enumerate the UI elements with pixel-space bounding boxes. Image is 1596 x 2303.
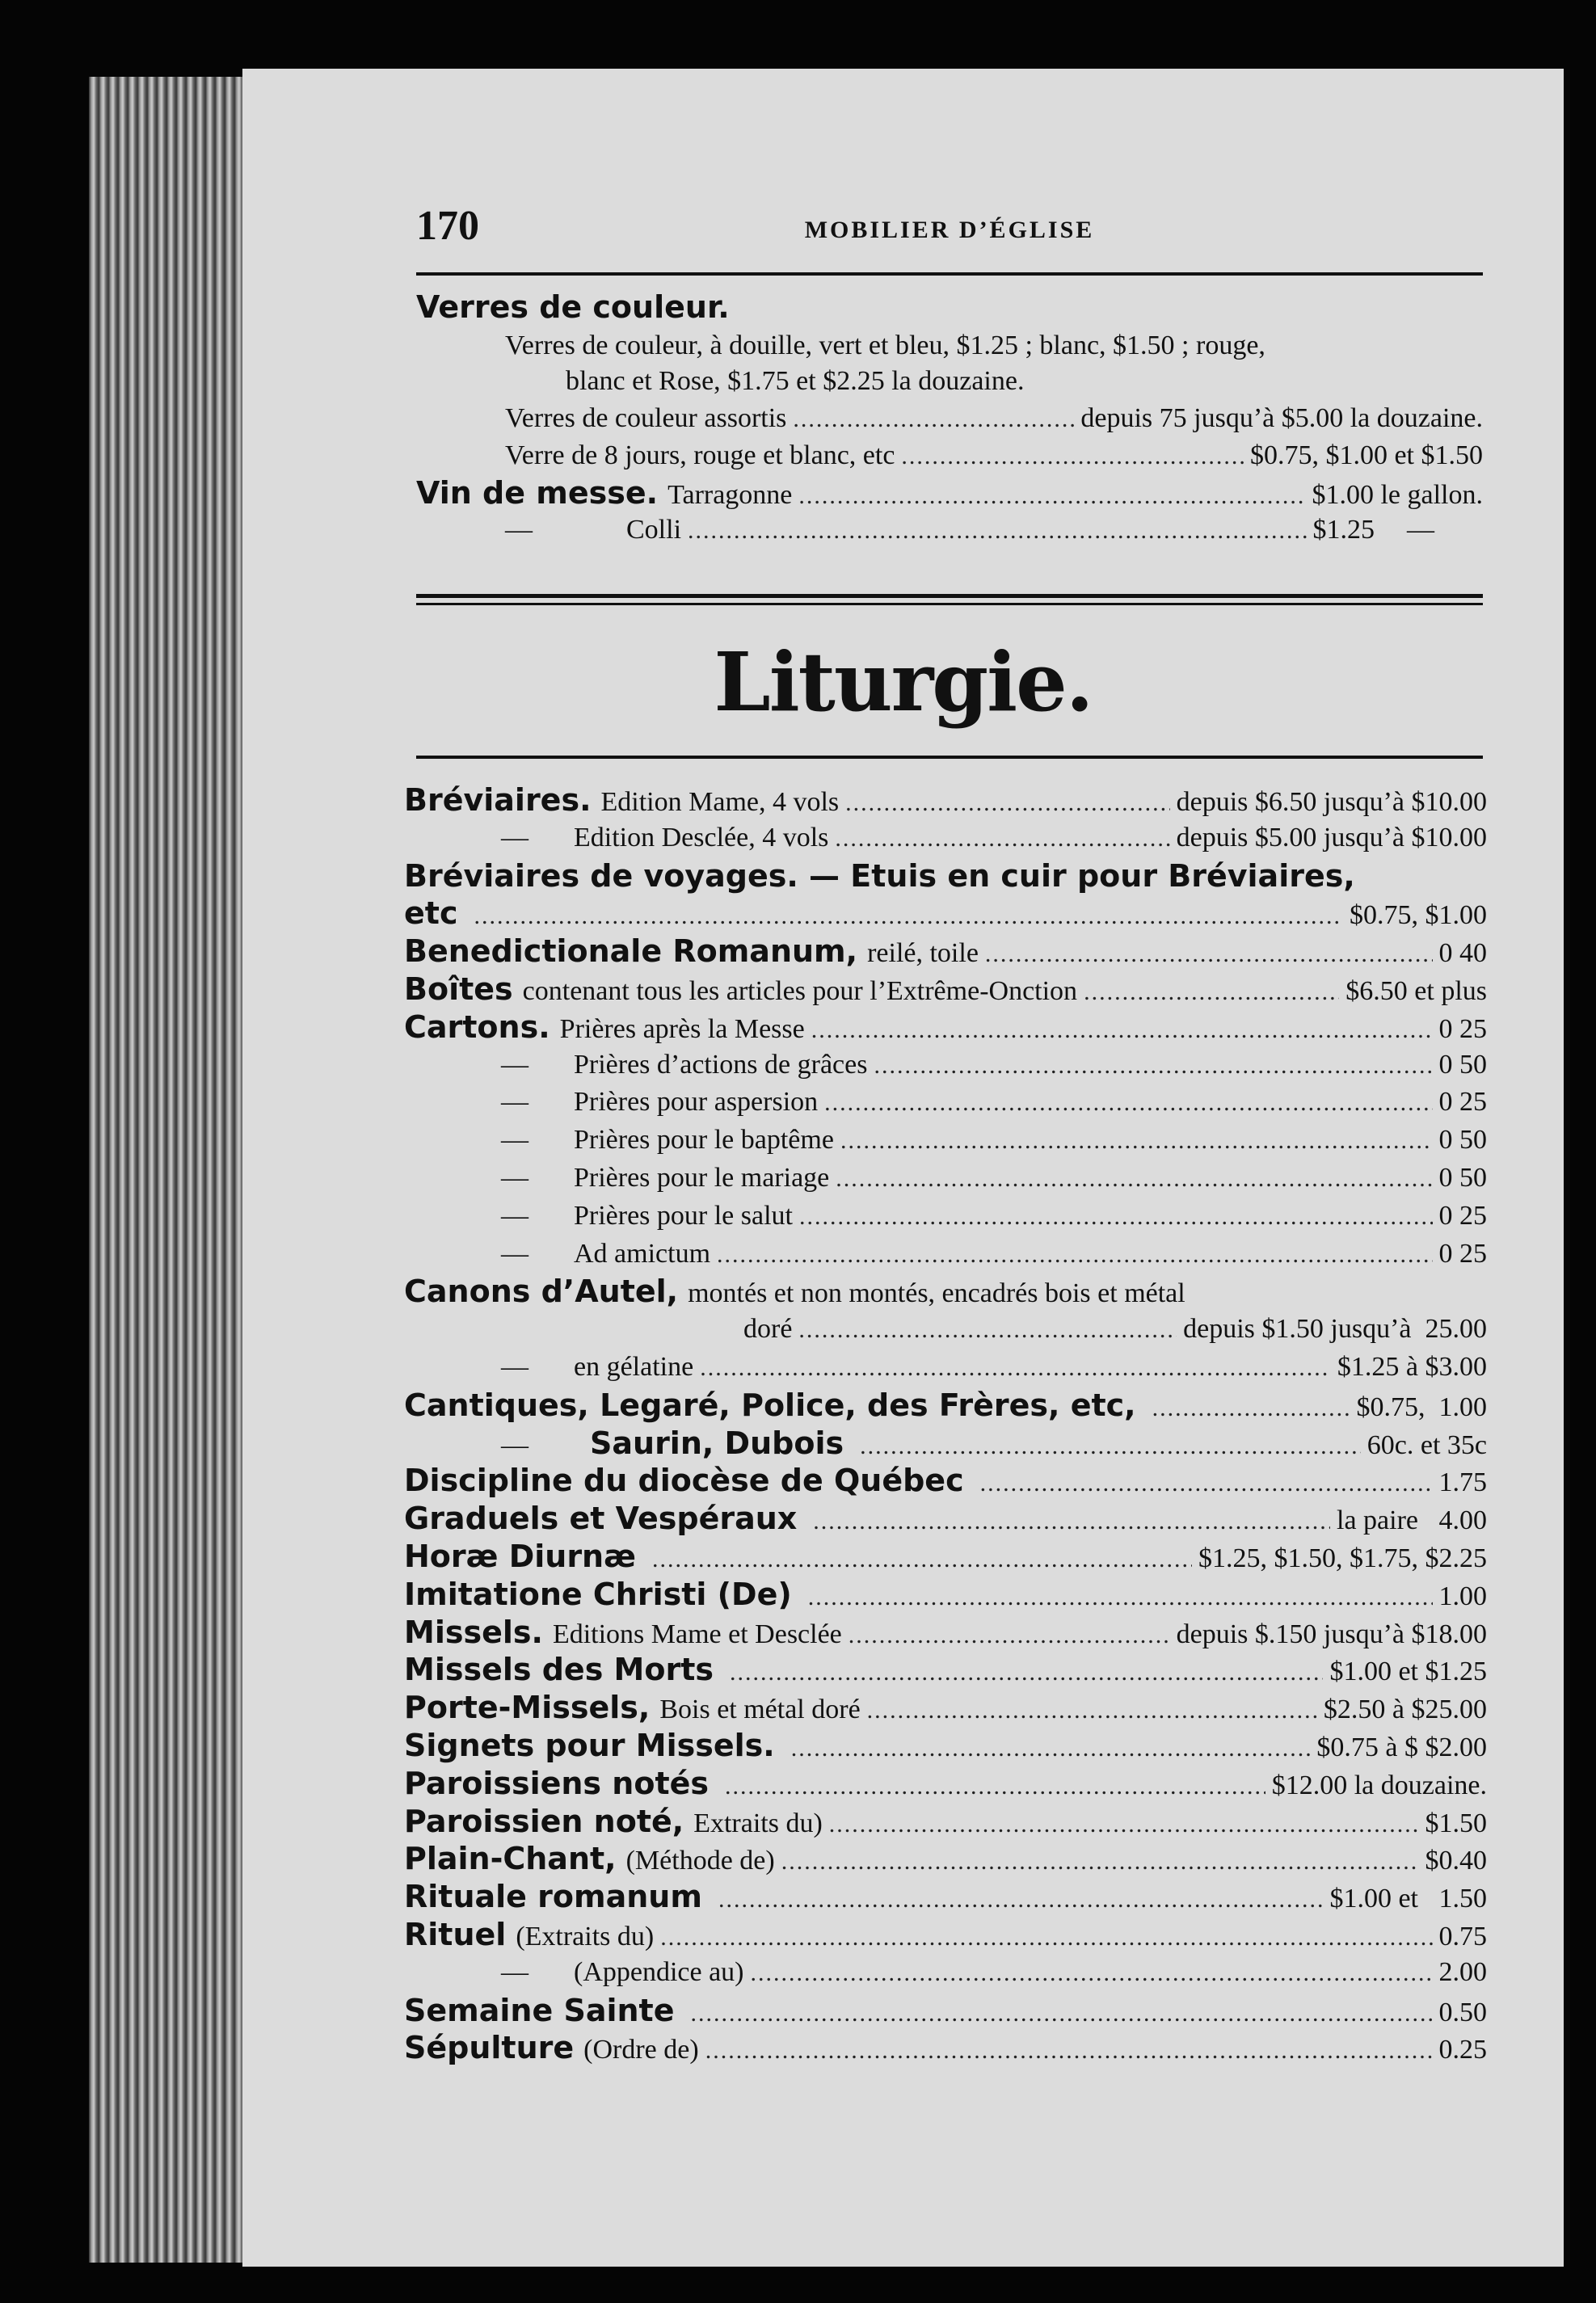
entry-heading: Plain-Chant, (404, 1841, 617, 1877)
list-item (404, 784, 1487, 821)
entry-text: Edition Desclée, 4 vols (574, 822, 829, 853)
entry-price: $1.50 (1425, 1808, 1487, 1838)
verres-line-4-text: Verre de 8 jours, rouge et blanc, etc (505, 440, 895, 470)
entry-price: 0 50 (1438, 1125, 1487, 1156)
entry-heading: Bréviaires de voyages. — Etuis en cuir pour Bréviaires, (404, 857, 1355, 894)
verres-line-4-price: $0.75, $1.00 et $1.50 (1249, 440, 1483, 470)
verres-line-3-price: depuis 75 jusqu’à $5.00 la douzaine. (1080, 403, 1483, 433)
list-item (404, 1994, 1487, 2031)
entry-price: 0 40 (1438, 938, 1487, 969)
leader-dots (691, 1998, 1433, 2030)
list-item (501, 1956, 1487, 1994)
list-item (404, 1805, 1487, 1842)
list-item (404, 935, 1487, 972)
entry-price: $0.75 à $ $2.00 (1316, 1733, 1487, 1762)
leader-dots (849, 1619, 1170, 1652)
list-item (404, 1578, 1487, 1615)
entry-price: depuis $5.00 jusqu’à $10.00 (1176, 822, 1487, 853)
entry-heading: Porte-Missels, (404, 1690, 651, 1726)
list-item (501, 1351, 1487, 1388)
entry-text: Extraits du) (693, 1808, 823, 1838)
leader-dots (652, 1543, 1192, 1576)
vin-heading: Vin de messe. (416, 475, 659, 511)
entry-price: 0.25 (1438, 2035, 1487, 2065)
list-item (404, 1616, 1487, 1653)
title-rule (416, 756, 1483, 759)
entry-text: Prières d’actions de grâces (574, 1049, 868, 1080)
entry-heading: Paroissien noté, (404, 1803, 684, 1839)
entry-price: depuis $6.50 jusqu’à $10.00 (1176, 787, 1487, 817)
entry-heading: Saurin, Dubois (590, 1425, 844, 1461)
list-item (404, 1464, 1487, 1501)
ditto-dash: — (501, 1429, 528, 1460)
entry-price: $1.00 et 1.50 (1329, 1884, 1487, 1914)
leader-dots (867, 1695, 1317, 1727)
leader-dots (793, 403, 1074, 436)
entry-text: Prières pour le baptême (574, 1125, 834, 1156)
entry-heading: Paroissiens notés (404, 1765, 709, 1801)
ditto-dash: — (501, 1352, 528, 1382)
verres-line-1: Verres de couleur, à douille, vert et bleu, $1.25 ; blanc, $1.50 ; rouge, (505, 331, 1265, 360)
vin-price-1: $1.00 le gallon. (1312, 480, 1483, 510)
entry-heading: Sépulture (404, 2030, 575, 2066)
section-title: Liturgie. (714, 634, 1093, 730)
leader-dots (688, 515, 1306, 547)
entry-heading: Benedictionale Romanum, (404, 933, 858, 970)
entry-heading: Rituel (404, 1917, 507, 1952)
entry-heading: Missels. (404, 1614, 543, 1650)
entry-text: Edition Mame, 4 vols (600, 787, 840, 817)
entry-price: 0 25 (1438, 1013, 1487, 1044)
entry-text: Prières pour aspersion (574, 1087, 819, 1118)
list-item (404, 1653, 1487, 1690)
list-item (404, 1842, 1487, 1880)
entry-price: $0.40 (1425, 1846, 1487, 1876)
ditto-dash: — (501, 1125, 528, 1156)
entry-text: (Appendice au) (574, 1956, 744, 1987)
leader-dots (799, 1201, 1433, 1233)
ditto-dash: — (505, 515, 533, 545)
entry-price: 2.00 (1438, 1956, 1487, 1987)
vin-item-2: Colli (626, 515, 682, 545)
entry-text: Prières pour le mariage (574, 1163, 830, 1193)
entry-price: $0.75, $1.00 (1350, 900, 1487, 931)
leader-dots (829, 1808, 1419, 1841)
vin-price-2: $1.25 (1312, 515, 1375, 545)
entry-text: Ad amictum (574, 1238, 711, 1269)
leader-dots (725, 1770, 1265, 1803)
entry-heading: Discipline du diocèse de Québec (404, 1463, 964, 1499)
book-page (242, 69, 1564, 2267)
liturgie-list (404, 784, 1487, 2230)
entry-text: doré (743, 1314, 793, 1345)
entry-price: 0 25 (1438, 1087, 1487, 1118)
entry-price: 0 50 (1438, 1049, 1487, 1080)
entry-heading: Horæ Diurnæ (404, 1539, 636, 1574)
entry-text: en gélatine (574, 1352, 694, 1382)
entry-price: 0.75 (1438, 1922, 1487, 1951)
list-item (404, 1918, 1487, 1956)
list-item (501, 1162, 1487, 1199)
list-item (404, 1880, 1487, 1918)
entry-heading: Graduels et Vespéraux (404, 1501, 798, 1537)
leader-dots (845, 787, 1169, 819)
list-item (404, 2031, 1487, 2069)
ditto-dash: — (501, 1087, 528, 1118)
header-rule (416, 272, 1483, 276)
list-item (501, 1049, 1487, 1086)
list-item (404, 1691, 1487, 1728)
entry-heading: Cartons. (404, 1008, 550, 1045)
entry-text: Prières après la Messe (559, 1013, 805, 1044)
section-double-rule (416, 594, 1483, 605)
leader-dots (836, 1163, 1432, 1195)
ditto-dash: — (501, 1956, 528, 1987)
entry-price: depuis $.150 jusqu’à $18.00 (1176, 1619, 1487, 1649)
vin-item-1: Tarragonne (667, 480, 793, 510)
entry-price: 0 25 (1438, 1238, 1487, 1269)
leader-dots (835, 823, 1169, 855)
leader-dots (717, 1239, 1432, 1271)
entry-price: 60c. et 35c (1366, 1429, 1487, 1460)
entry-heading: Canons d’Autel, (404, 1274, 679, 1310)
entry-heading: Missels des Morts (404, 1652, 714, 1688)
entry-price: 0.50 (1438, 1997, 1487, 2027)
leader-dots (840, 1125, 1433, 1157)
entry-heading: etc (404, 895, 458, 932)
entry-heading: Semaine Sainte (404, 1992, 675, 2028)
running-head: MOBILIER D’ÉGLISE (804, 217, 1095, 243)
list-item (501, 822, 1487, 859)
verres-line-2: blanc et Rose, $1.75 et $2.25 la douzaine. (566, 366, 1025, 396)
leader-dots (474, 900, 1343, 933)
entry-price: 1.75 (1438, 1467, 1487, 1498)
entry-text: (Méthode de) (625, 1846, 775, 1876)
list-item (404, 1767, 1487, 1804)
ditto-dash: — (1407, 515, 1434, 545)
entry-price: $2.50 à $25.00 (1323, 1695, 1487, 1725)
list-item (404, 1540, 1487, 1577)
leader-dots (791, 1733, 1311, 1765)
entry-text: Bois et métal doré (659, 1695, 861, 1725)
leader-dots (985, 938, 1433, 970)
list-item (501, 1200, 1487, 1237)
leader-dots (1084, 976, 1339, 1008)
ditto-dash: — (501, 1200, 528, 1231)
leader-dots (860, 1430, 1361, 1463)
list-item (743, 1313, 1487, 1350)
leader-dots (874, 1050, 1432, 1082)
entry-text: Prières pour le salut (574, 1200, 793, 1231)
entry-text: (Extraits du) (516, 1922, 655, 1951)
leader-dots (901, 440, 1244, 473)
page-header (416, 202, 1483, 251)
list-item (404, 973, 1487, 1010)
leader-dots (660, 1922, 1432, 1954)
entry-price: 0 25 (1438, 1200, 1487, 1231)
ditto-dash: — (501, 1163, 528, 1193)
leader-dots (705, 2035, 1433, 2067)
leader-dots (811, 1014, 1433, 1046)
ditto-dash: — (501, 822, 528, 853)
entry-heading: Signets pour Missels. (404, 1728, 775, 1763)
verres-section (416, 291, 1483, 630)
entry-price: $0.75, 1.00 (1356, 1391, 1487, 1422)
list-item (501, 1238, 1487, 1275)
leader-dots (798, 480, 1305, 512)
entry-text: Editions Mame et Desclée (552, 1619, 842, 1649)
entry-price: $1.25, $1.50, $1.75, $2.25 (1198, 1543, 1487, 1573)
entry-text: (Ordre de) (583, 2035, 699, 2065)
list-item (404, 1502, 1487, 1539)
list-item (404, 1729, 1487, 1766)
entry-heading: Boîtes (404, 971, 513, 1007)
leader-dots (808, 1581, 1433, 1614)
entry-price: $12.00 la douzaine. (1271, 1770, 1487, 1800)
entry-text: reilé, toile (867, 938, 979, 969)
list-item (404, 1008, 1487, 1048)
entry-price: 0 50 (1438, 1163, 1487, 1193)
leader-dots (730, 1657, 1323, 1689)
entry-price: $1.00 et $1.25 (1329, 1657, 1487, 1687)
entry-heading: Cantiques, Legaré, Police, des Frères, etc, (404, 1387, 1136, 1423)
leader-dots (751, 1957, 1433, 1989)
leader-dots (798, 1314, 1177, 1346)
page-edges (89, 77, 251, 2263)
list-item (404, 1389, 1487, 1426)
entry-price: $6.50 et plus (1345, 976, 1487, 1006)
leader-dots (700, 1352, 1331, 1384)
leader-dots (718, 1884, 1323, 1916)
leader-dots (813, 1505, 1330, 1538)
verres-heading: Verres de couleur. (416, 289, 730, 325)
entry-heading: Rituale romanum (404, 1879, 702, 1915)
list-item (404, 897, 1487, 934)
list-item (501, 1427, 1487, 1464)
entry-price: la paire 4.00 (1337, 1505, 1487, 1536)
ditto-dash: — (501, 1049, 528, 1080)
entry-text: contenant tous les articles pour l’Extrême-Onction (522, 976, 1078, 1006)
list-item (404, 857, 1487, 897)
entry-text: montés et non montés, encadrés bois et métal (688, 1278, 1185, 1309)
leader-dots (980, 1467, 1433, 1500)
entry-price: $1.25 à $3.00 (1337, 1352, 1487, 1382)
ditto-dash: — (501, 1238, 528, 1269)
entry-price: depuis $1.50 jusqu’à 25.00 (1183, 1314, 1487, 1345)
verres-line-3-text: Verres de couleur assortis (505, 403, 787, 433)
entry-heading: Imitatione Christi (De) (404, 1576, 792, 1612)
leader-dots (1152, 1392, 1350, 1425)
leader-dots (824, 1087, 1432, 1119)
entry-price: 1.00 (1438, 1581, 1487, 1611)
list-item (404, 1275, 1487, 1312)
list-item (501, 1124, 1487, 1161)
list-item (501, 1086, 1487, 1123)
page-number: 170 (416, 203, 479, 249)
leader-dots (781, 1846, 1419, 1878)
entry-heading: Bréviaires. (404, 782, 592, 818)
